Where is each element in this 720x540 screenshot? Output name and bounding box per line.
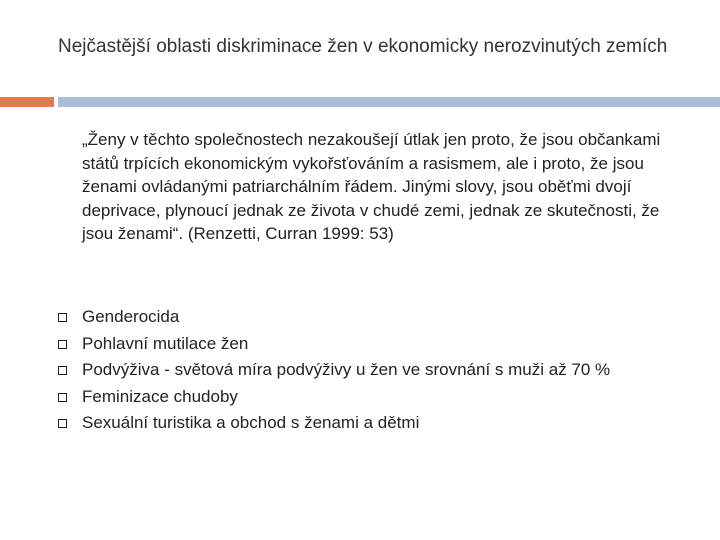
list-item — [58, 304, 698, 331]
title-divider-bar — [58, 97, 720, 107]
list-item — [58, 384, 698, 411]
list-item-text: Sexuální turistika a obchod s ženami a dětmi — [82, 413, 420, 432]
title-accent-bar — [0, 97, 54, 107]
square-bullet-icon — [58, 366, 67, 375]
slide-title: Nejčastější oblasti diskriminace žen v ekonomicky nerozvinutých zemích — [58, 36, 668, 57]
list-item-text: Pohlavní mutilace žen — [82, 333, 249, 353]
bullet-list — [58, 304, 698, 437]
square-bullet-icon — [58, 419, 67, 428]
list-item-text: Genderocida — [82, 307, 180, 326]
list-item — [58, 357, 698, 384]
quote-paragraph: „Ženy v těchto společnostech nezakoušejí útlak jen proto, že jsou občankami států trpících ekonomickým vykořsťováním a rasismem, ale i proto, že jsou ženami ovládanými patriarchálním řádem. Jinými slovy, jsou oběťmi dvojí deprivace, plynoucí jednak ze života v chudé zemi, jednak ze skutečnosti, že jsou ženami“. (Renzetti, Curran 1999: 53) — [82, 130, 661, 244]
list-item-text: Feminizace chudoby — [82, 386, 238, 406]
square-bullet-icon — [58, 313, 67, 322]
square-bullet-icon — [58, 340, 67, 349]
list-item — [58, 410, 698, 437]
list-item-text: Podvýživa - světová míra podvýživy u žen ve srovnání s muži až 70 % — [82, 360, 611, 379]
square-bullet-icon — [58, 393, 67, 402]
list-item — [58, 331, 698, 358]
